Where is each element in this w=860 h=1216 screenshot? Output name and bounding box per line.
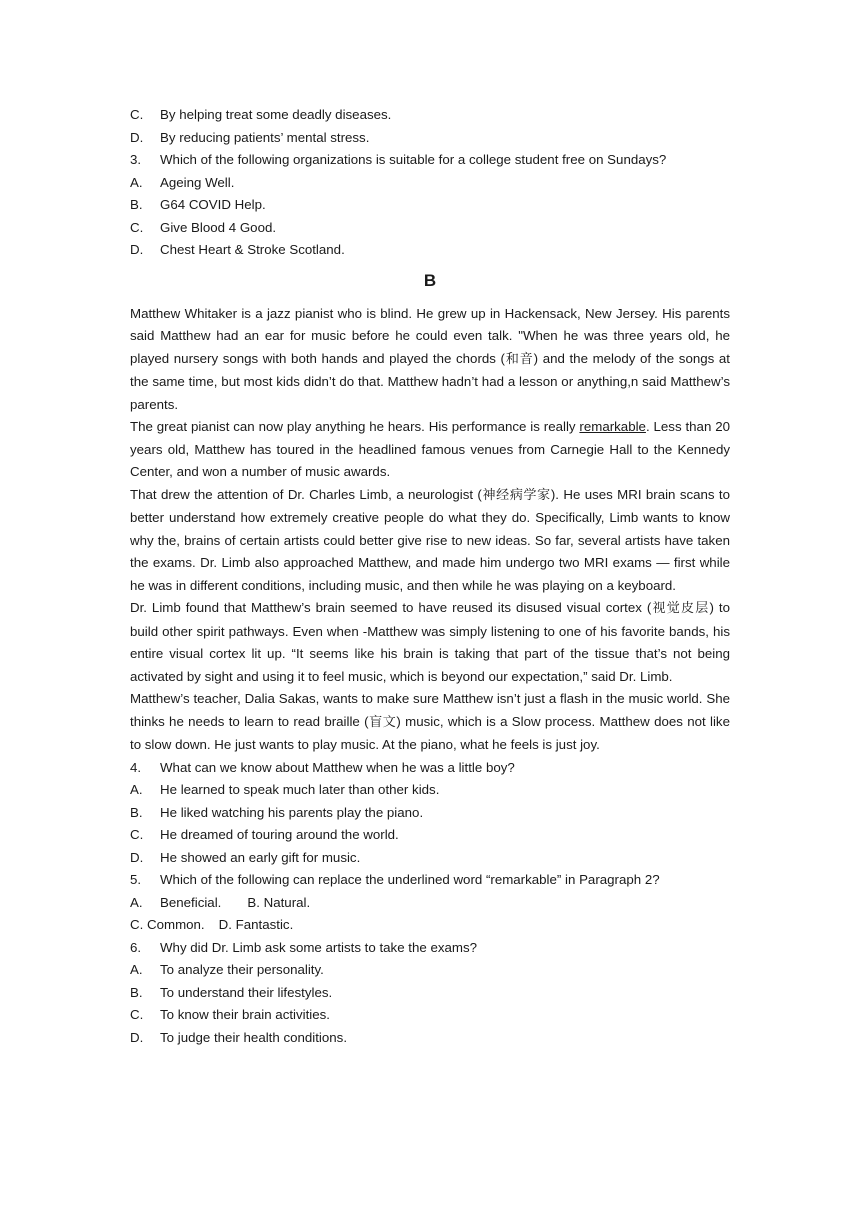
paragraph-text: . Less than 20 years old, Matthew has toured in the headlined famous venues from Carnegie Hall to the Kennedy Center, and won a number of music awards. — [130, 419, 730, 479]
option-marker: A. — [130, 962, 143, 977]
section-heading: B — [423, 270, 437, 290]
q6-option-a — [130, 959, 730, 982]
option-text: G64 COVID Help. — [160, 197, 266, 212]
option-marker: B. — [130, 804, 143, 820]
q4-stem — [130, 757, 730, 780]
question-text: Which of the following organizations is suitable for a college student free on Sundays? — [160, 152, 667, 167]
option-text: He learned to speak much later than other kids. — [160, 782, 440, 797]
option-b-text: B. Natural. — [247, 894, 311, 910]
chinese-gloss: 神经病学家 — [481, 487, 551, 503]
document-page — [130, 104, 730, 1049]
paragraph-text: ) music, which is a Slow process. Matthew does not like to slow down. He just wants to play music. At the piano, what he feels is just joy. — [130, 713, 730, 752]
option-text: To know their brain activities. — [160, 1007, 330, 1022]
paragraph-text: Matthew Whitaker is a jazz pianist who is blind. He grew up in Hackensack, New Jersey. His parents said Matthew had an ear for music before he could even talk. "When he was three years old, he played nursery songs with both hands and played the chords ( — [130, 305, 730, 366]
paragraph-text: ) and the melody of the songs at the same time, but most kids didn’t do that. Matthew hadn’t had a lesson or anything,n said Matthew’s parents. — [130, 350, 730, 412]
question-text: What can we know about Matthew when he was a little boy? — [160, 759, 515, 775]
paragraph-text: The great pianist can now play anything he hears. His performance is really — [130, 419, 580, 434]
q5-options-cd — [130, 914, 730, 937]
option-marker: A. — [130, 782, 143, 797]
underlined-word: remarkable — [579, 419, 646, 434]
q3-option-a — [130, 172, 730, 195]
option-text: Give Blood 4 Good. — [160, 219, 277, 235]
paragraph-text: ) to build other spirit pathways. Even when -Matthew was simply listening to one of his favorite bands, his entire visual cortex lit up. “It seems like his brain is taking that part of the tissue that’s not being activated by sight and using it to feel music, which is beyond our expectation,” said Dr. Limb. — [130, 600, 730, 684]
question-number: 4. — [130, 759, 142, 775]
option-line — [130, 914, 730, 937]
q4-option-a — [130, 779, 730, 802]
option-text: To analyze their personality. — [160, 962, 324, 977]
option-line — [160, 892, 730, 915]
option-a-text: Beneficial. — [160, 894, 222, 910]
passage-paragraph-5 — [130, 688, 730, 757]
paragraph-text: ). He uses MRI brain scans to better understand how extremely creative people do what they do. Specifically, Limb wants to know why the, brains of certain artists could better give rise to new ideas. So far, several artists have taken the exams. Dr. Limb also approached Matthew, and made him undergo two MRI exams — first while he was in different conditions, including music, and then while he was playing on a keyboard. — [130, 486, 731, 593]
passage-paragraph-3 — [130, 484, 730, 598]
option-marker: A. — [130, 894, 143, 910]
question-number: 5. — [130, 872, 142, 887]
chinese-gloss: 盲文 — [368, 714, 397, 730]
option-marker: C. — [130, 107, 144, 122]
question-text: Which of the following can replace the underlined word “remarkable” in Paragraph 2? — [160, 872, 660, 887]
q5-options-ab — [130, 892, 730, 915]
option-marker: A. — [130, 174, 143, 190]
q6-option-d — [130, 1027, 730, 1050]
passage-paragraph-1 — [130, 303, 730, 417]
option-text: He liked watching his parents play the piano. — [160, 804, 424, 820]
option-c-text: C. Common. — [130, 917, 205, 932]
passage-paragraph-4 — [130, 597, 730, 688]
question-number: 3. — [130, 152, 142, 167]
option-d-text: D. Fantastic. — [218, 917, 294, 932]
chinese-gloss: 视觉皮层 — [651, 601, 710, 616]
option-text: By reducing patients’ mental stress. — [160, 129, 370, 145]
q2-option-d — [130, 127, 730, 150]
option-text: To judge their health conditions. — [160, 1029, 348, 1045]
option-text: Ageing Well. — [160, 174, 235, 190]
chinese-gloss: 和音 — [504, 351, 534, 367]
option-marker: D. — [130, 242, 144, 257]
option-marker: C. — [130, 219, 144, 235]
q3-option-c — [130, 217, 730, 240]
paragraph-text: Matthew’s teacher, Dalia Sakas, wants to make sure Matthew isn’t just a flash in the music world. She thinks he needs to learn to read braille ( — [130, 691, 730, 729]
option-marker: C. — [130, 1007, 144, 1022]
q5-stem — [130, 869, 730, 892]
q2-option-c — [130, 104, 730, 127]
q4-option-d — [130, 847, 730, 870]
question-number: 6. — [130, 939, 142, 955]
q3-stem — [130, 149, 730, 172]
question-text: Why did Dr. Limb ask some artists to take the exams? — [160, 939, 478, 955]
option-marker: B. — [130, 197, 143, 212]
q6-option-c — [130, 1004, 730, 1027]
option-text: Chest Heart & Stroke Scotland. — [160, 242, 345, 257]
option-marker: C. — [130, 827, 144, 842]
option-text: To understand their lifestyles. — [160, 984, 333, 1000]
option-text: By helping treat some deadly diseases. — [160, 107, 392, 122]
option-text: He dreamed of touring around the world. — [160, 827, 399, 842]
option-marker: D. — [130, 849, 144, 865]
q3-option-d — [130, 239, 730, 262]
option-marker: D. — [130, 1029, 144, 1045]
option-text: He showed an early gift for music. — [160, 849, 361, 865]
q6-option-b — [130, 982, 730, 1005]
passage-paragraph-2 — [130, 416, 730, 484]
option-marker: D. — [130, 129, 144, 145]
q4-option-c — [130, 824, 730, 847]
q6-stem — [130, 937, 730, 960]
q3-option-b — [130, 194, 730, 217]
option-marker: B. — [130, 984, 143, 1000]
paragraph-text: That drew the attention of Dr. Charles Limb, a neurologist ( — [130, 486, 482, 502]
paragraph-text: Dr. Limb found that Matthew’s brain seemed to have reused its disused visual cortex ( — [130, 600, 652, 615]
q4-option-b — [130, 802, 730, 825]
